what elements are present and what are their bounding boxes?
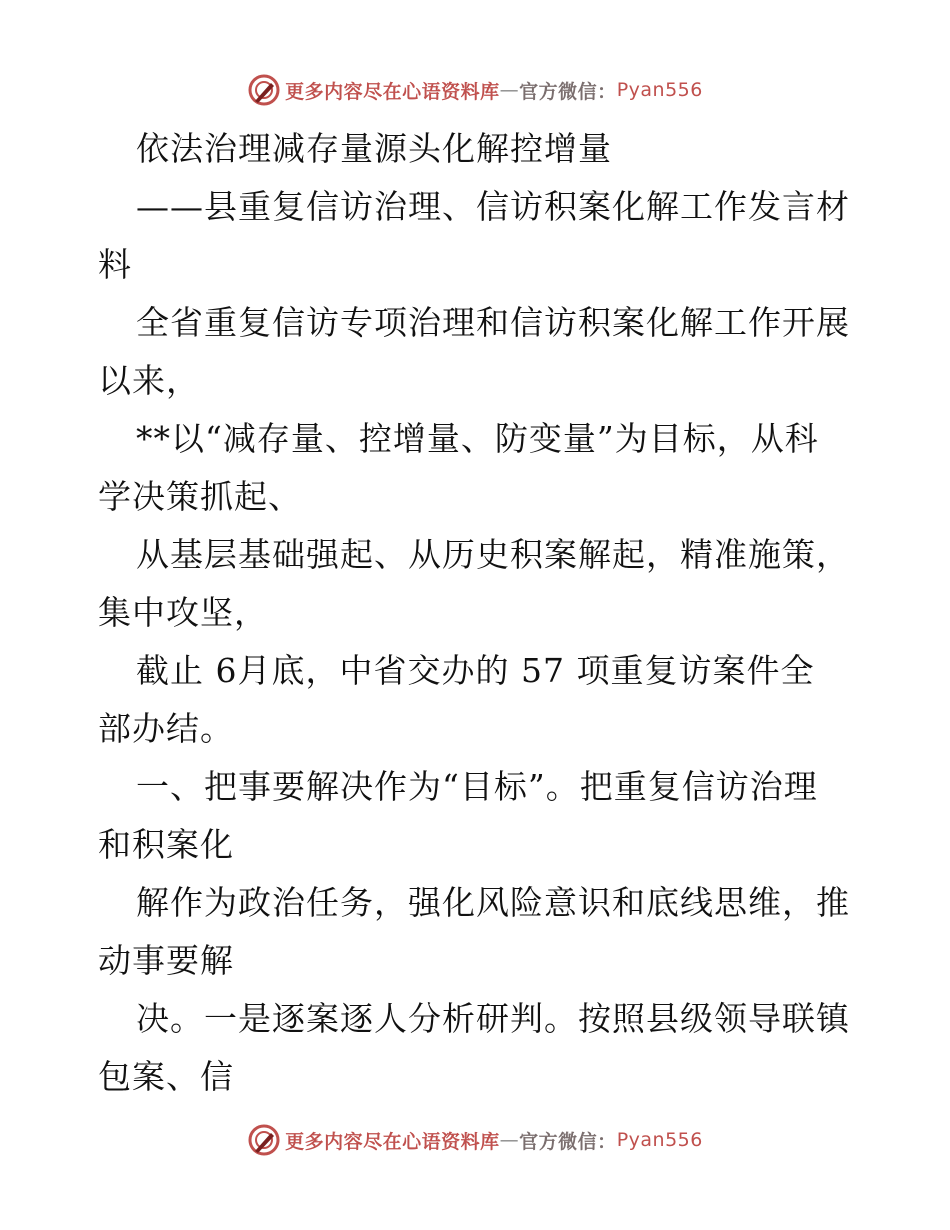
section-heading-line: 一、把事要解决作为“目标”。把重复信访治理 xyxy=(136,767,818,806)
doc-title: 依法治理减存量源头化解控增量 xyxy=(136,129,612,168)
watermark-banner-bottom xyxy=(0,1120,950,1160)
watermark-wechat-id: Pyan556 xyxy=(616,1129,703,1151)
watermark-wechat-label: 官方微信： xyxy=(519,1130,617,1153)
watermark-brand: 更多内容尽在心语资料库 xyxy=(285,80,500,103)
paragraph-line: 决。一是逐案逐人分析研判。按照县级领导联镇 xyxy=(136,999,850,1038)
document-body xyxy=(98,120,858,1106)
paragraph-line: 集中攻坚， xyxy=(98,593,268,632)
paragraph-line: 学决策抓起、 xyxy=(98,477,302,516)
watermark-wechat-label: 官方微信： xyxy=(519,80,617,103)
watermark-dash: — xyxy=(499,79,520,101)
pen-logo-icon xyxy=(247,1123,281,1157)
paragraph-line: 从基层基础强起、从历史积案解起，精准施策， xyxy=(136,535,850,574)
doc-subtitle: ——县重复信访治理、信访积案化解工作发言材 xyxy=(136,187,850,226)
watermark-dash: — xyxy=(499,1129,520,1151)
paragraph-line: **以“减存量、控增量、防变量”为目标，从科 xyxy=(136,419,819,458)
paragraph-line: 动事要解 xyxy=(98,941,234,980)
pen-logo-icon xyxy=(247,73,281,107)
paragraph-line: 部办结。 xyxy=(98,709,234,748)
watermark-banner-top xyxy=(0,70,950,110)
paragraph-line: 截止 6月底，中省交办的 57 项重复访案件全 xyxy=(136,651,815,690)
paragraph-line: 解作为政治任务，强化风险意识和底线思维，推 xyxy=(136,883,850,922)
paragraph-line: 以来， xyxy=(98,361,200,400)
doc-subtitle-cont: 料 xyxy=(98,245,132,284)
paragraph-line: 和积案化 xyxy=(98,825,234,864)
paragraph-line: 包案、信 xyxy=(98,1057,234,1096)
paragraph-line: 全省重复信访专项治理和信访积案化解工作开展 xyxy=(136,303,850,342)
watermark-wechat-id: Pyan556 xyxy=(616,79,703,101)
watermark-brand: 更多内容尽在心语资料库 xyxy=(285,1130,500,1153)
